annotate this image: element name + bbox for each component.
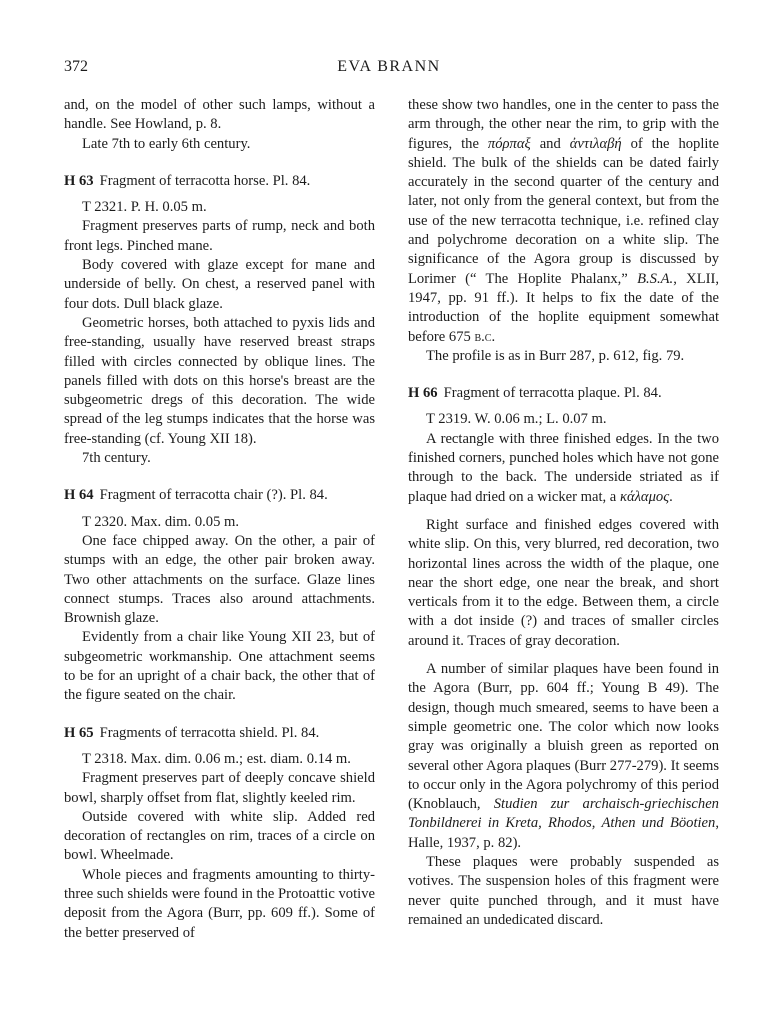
catalogue-heading-h66: [408, 384, 719, 403]
page-header: [64, 58, 714, 82]
catalogue-title: Fragment of terracotta plaque. Pl. 84.: [443, 385, 662, 402]
paragraph: Fragment preserves parts of rump, neck and both front legs. Pinched mane.: [64, 218, 375, 254]
catalogue-heading-h65: [64, 724, 375, 743]
right-column: [408, 96, 719, 930]
catalogue-id: H 63: [64, 172, 94, 189]
catalogue-meta: T 2320. Max. dim. 0.05 m.: [82, 513, 240, 530]
paragraph: Right surface and finished edges covered with white slip. On this, very blurred, red decoration, two horizontal lines across the width of the plaque, one near the short edge, one near the break, and short verticals from it to the edge. Between them, a circle with a dot inside (?) and traces of smaller circles around it. Traces of gray decoration.: [408, 516, 719, 649]
paragraph: One face chipped away. On the other, a pair of stumps with an edge, the other pair broken away. Two other attachments on the surface. Glaze lines connect stumps. Traces also around attachments. Brownish glaze.: [64, 532, 375, 627]
paragraph: 7th century.: [82, 450, 151, 467]
paragraph: Late 7th to early 6th century.: [82, 135, 251, 152]
greek-term: ἀντιλαβή: [569, 135, 622, 152]
running-head: EVA BRANN: [337, 58, 441, 75]
catalogue-meta: T 2318. Max. dim. 0.06 m.; est. diam. 0.14 m.: [82, 750, 351, 767]
paragraph: Geometric horses, both attached to pyxis lids and free-standing, usually have reserved breast straps filled with circles connected by oblique lines. The panels filled with dots on this horse's breast are the subgeometric dregs of this decoration. The wide spread of the leg stumps indicates that the horse was free-standing (cf. Young XII 18).: [64, 314, 375, 447]
text-run: A number of similar plaques have been found in the Agora (Burr, pp. 604 ff.; Young B 49). The design, though much smeared, seems to have been a simple geometric one. The color which now looks gray was originally a bluish green as reported on several other Agora plaques (Burr 277-279). It seems to occur only in the Agora polychromy of this period (Knoblauch,: [408, 661, 719, 813]
paragraph: The profile is as in Burr 287, p. 612, fig. 79.: [426, 347, 685, 364]
catalogue-heading-h63: [64, 172, 375, 191]
paragraph: Outside covered with white slip. Added red decoration of rectangles on rim, traces of a circle on bowl. Wheelmade.: [64, 808, 375, 864]
paragraph: Body covered with glaze except for mane and underside of belly. On chest, a reserved panel with four dots. Dull black glaze.: [64, 257, 375, 312]
paragraph: Whole pieces and fragments amounting to thirty-three such shields were found in the Protoattic votive deposit from the Agora (Burr, pp. 609 ff.). Some of the better preserved of: [64, 866, 375, 941]
text-run: , Halle, 1937, p. 82).: [408, 815, 719, 851]
left-column: [64, 96, 375, 943]
page-number: 372: [64, 58, 88, 75]
catalogue-title: Fragment of terracotta horse. Pl. 84.: [99, 172, 311, 189]
catalogue-meta: T 2319. W. 0.06 m.; L. 0.07 m.: [426, 411, 607, 428]
text-run: A rectangle with three finished edges. In the two finished corners, punched holes which have not gone through to the back. The underside striated as if plaque had dried on a wicker mat, a: [408, 430, 719, 505]
book-title: Studien zur archaisch-griechischen Tonbildnerei in Kreta, Rhodos, Athen und Böotien: [408, 796, 719, 832]
text-run: .: [669, 488, 673, 505]
catalogue-id: H 65: [64, 724, 94, 741]
catalogue-meta: T 2321. P. H. 0.05 m.: [82, 199, 207, 216]
greek-term: πόρπαξ: [487, 135, 531, 152]
greek-term: κάλαμος: [619, 488, 670, 505]
text-run: and: [530, 135, 570, 152]
text-run: , XLII, 1947, pp. 91 ff.). It helps to fix the date of the introduction of the hoplite equipment somewhat before 675: [408, 270, 719, 345]
paragraph: Fragment preserves part of deeply concave shield bowl, sharply offset from flat, slightly keeled rim.: [64, 770, 375, 806]
text-run: of the hoplite shield. The bulk of the shields can be dated fairly accurately in the second quarter of the century and later, not only from the general context, but from the use of the new terracotta technique, i.e. refined clay and polychrome decoration on a white slip. The significance of the Agora group is discussed by Lorimer (“ The Hoplite Phalanx,”: [408, 135, 719, 287]
catalogue-id: H 66: [408, 385, 438, 402]
text-run: these show two handles, one in the center to pass the arm through, the other near the rim, to grip with the figures, the: [408, 97, 719, 152]
paragraph: and, on the model of other such lamps, without a handle. See Howland, p. 8.: [64, 97, 375, 133]
catalogue-title: Fragments of terracotta shield. Pl. 84.: [99, 724, 320, 741]
paragraph: [408, 660, 719, 853]
journal-title: B.S.A.: [637, 270, 674, 287]
catalogue-heading-h64: [64, 486, 375, 505]
paragraph: These plaques were probably suspended as votives. The suspension holes of this fragment were never quite punched through, and it must have remained an undedicated discard.: [408, 853, 719, 928]
paragraph: Evidently from a chair like Young XII 23, but of subgeometric workmanship. One attachment seems to be for an upright of a chair back, the other that of the figure seated on the chair.: [64, 629, 375, 704]
paragraph: [408, 96, 719, 347]
catalogue-title: Fragment of terracotta chair (?). Pl. 84.: [99, 487, 328, 504]
era-abbrev: b.c.: [474, 328, 496, 345]
catalogue-id: H 64: [64, 487, 94, 504]
paragraph: [408, 430, 719, 507]
